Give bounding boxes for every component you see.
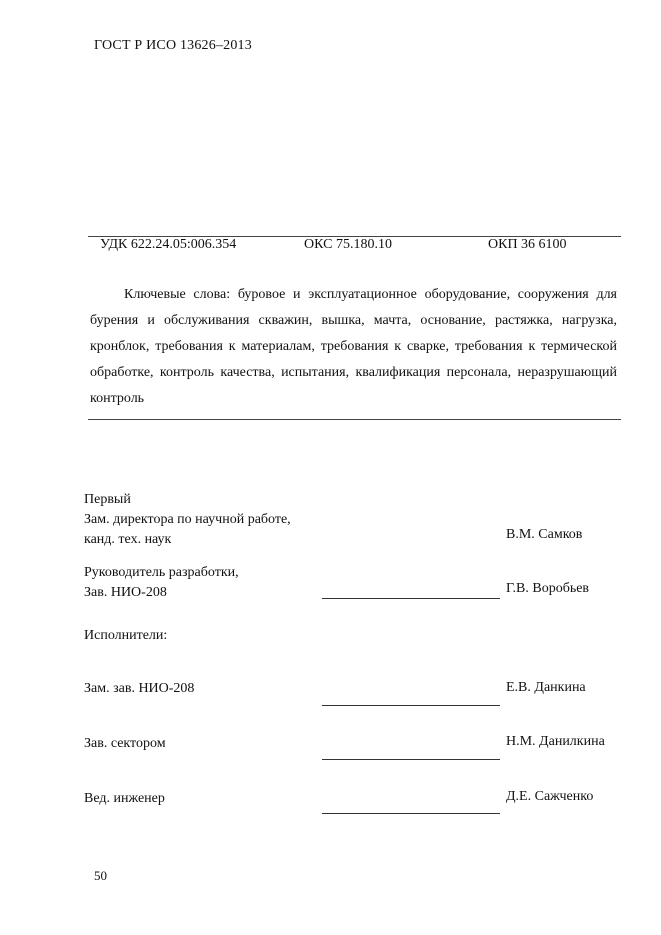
- executor-signature-line: [322, 759, 500, 760]
- executor-signature-line: [322, 813, 500, 814]
- first-signatory-line1: Первый: [84, 492, 131, 507]
- classification-codes: [100, 237, 620, 255]
- executor-name: Д.Е. Сажченко: [506, 789, 594, 804]
- first-signatory-line2: Зам. директора по научной работе,: [84, 512, 291, 527]
- executor-role: Зав. сектором: [84, 736, 166, 751]
- oks-code: ОКС 75.180.10: [304, 237, 392, 252]
- executor-role: Зам. зав. НИО-208: [84, 681, 195, 696]
- lead-signatory-block: [84, 563, 239, 603]
- lead-signature-line: [322, 598, 500, 599]
- first-signatory-block: [84, 490, 291, 550]
- executor-name: Е.В. Данкина: [506, 680, 586, 695]
- executor-role: Вед. инженер: [84, 791, 165, 806]
- udk-code: УДК 622.24.05:006.354: [100, 237, 237, 252]
- page-number: 50: [94, 868, 107, 883]
- executors-label: Исполнители:: [84, 628, 168, 643]
- lead-signatory-line1: Руководитель разработки,: [84, 565, 239, 580]
- executor-signature-line: [322, 705, 500, 706]
- lead-signatory-name: Г.В. Воробьев: [506, 581, 590, 596]
- document-header: ГОСТ Р ИСО 13626–2013: [94, 38, 252, 53]
- keywords-paragraph: Ключевые слова: буровое и эксплуатационное оборудование, сооружения для бурения и обслуживания скважин, вышка, мачта, основание, растяжка, нагрузка, кронблок, требования к материалам, требования к сварке, требования к термической обработке, контроль качества, испытания, квалификация персонала, неразрушающий контроль: [90, 287, 617, 406]
- first-signatory-name: В.М. Самков: [506, 527, 583, 542]
- first-signatory-line3: канд. тех. наук: [84, 532, 172, 547]
- lead-signatory-line2: Зав. НИО-208: [84, 585, 167, 600]
- executor-name: Н.М. Данилкина: [506, 734, 605, 749]
- okp-code: ОКП 36 6100: [488, 237, 567, 252]
- bottom-divider: [88, 419, 621, 420]
